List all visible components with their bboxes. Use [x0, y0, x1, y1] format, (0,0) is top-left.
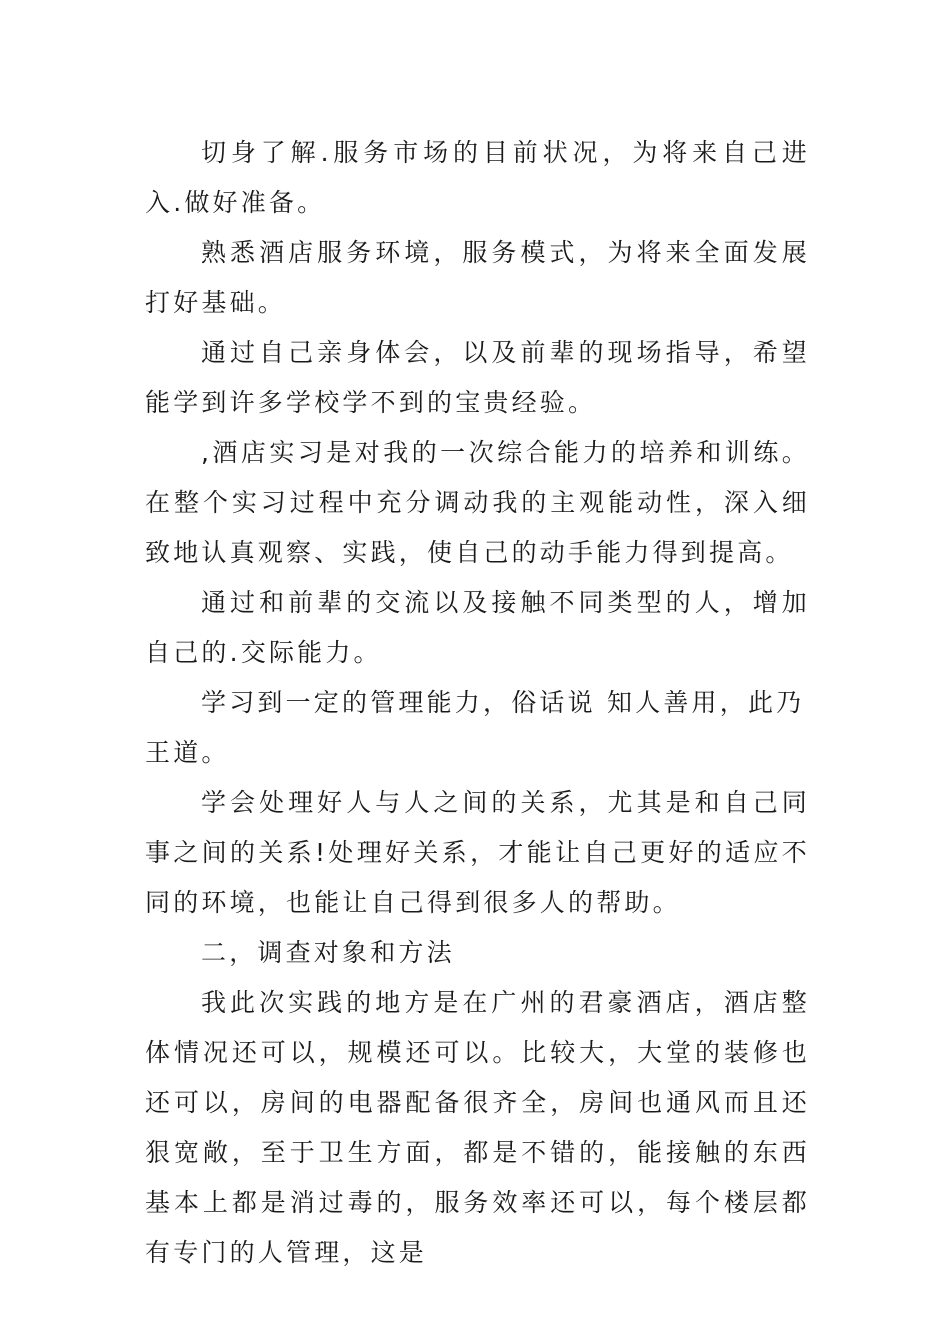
- section-heading: 二，调查对象和方法: [201, 938, 455, 967]
- paragraph-2: 熟悉酒店服务环境，服务模式，为将来全面发展打好基础。: [145, 238, 810, 317]
- paragraph-4: ,酒店实习是对我的一次综合能力的培养和训练。在整个实习过程中充分调动我的主观能动性，深入细致地认真观察、实践，使自己的动手能力得到提高。: [145, 438, 810, 567]
- paragraph-6: 学习到一定的管理能力，俗话说 知人善用，此乃王道。: [145, 688, 805, 767]
- paragraph-8: 我此次实践的地方是在广州的君豪酒店，酒店整体情况还可以，规模还可以。比较大，大堂的装修也还可以，房间的电器配备很齐全，房间也通风而且还狠宽敞，至于卫生方面，都是不错的，能接触的东西基本上都是消过毒的，服务效率还可以，每个楼层都有专门的人管理，这是: [145, 988, 810, 1267]
- paragraph-5: 通过和前辈的交流以及接触不同类型的人，增加自己的.交际能力。: [145, 588, 810, 667]
- paragraph-3: 通过自己亲身体会，以及前辈的现场指导，希望能学到许多学校学不到的宝贵经验。: [145, 338, 810, 417]
- document-body: [145, 128, 810, 1278]
- paragraph-1: 切身了解.服务市场的目前状况，为将来自己进入.做好准备。: [145, 138, 810, 217]
- paragraph-7: 学会处理好人与人之间的关系，尤其是和自己同事之间的关系!处理好关系，才能让自己更好的适应不同的环境，也能让自己得到很多人的帮助。: [145, 788, 810, 917]
